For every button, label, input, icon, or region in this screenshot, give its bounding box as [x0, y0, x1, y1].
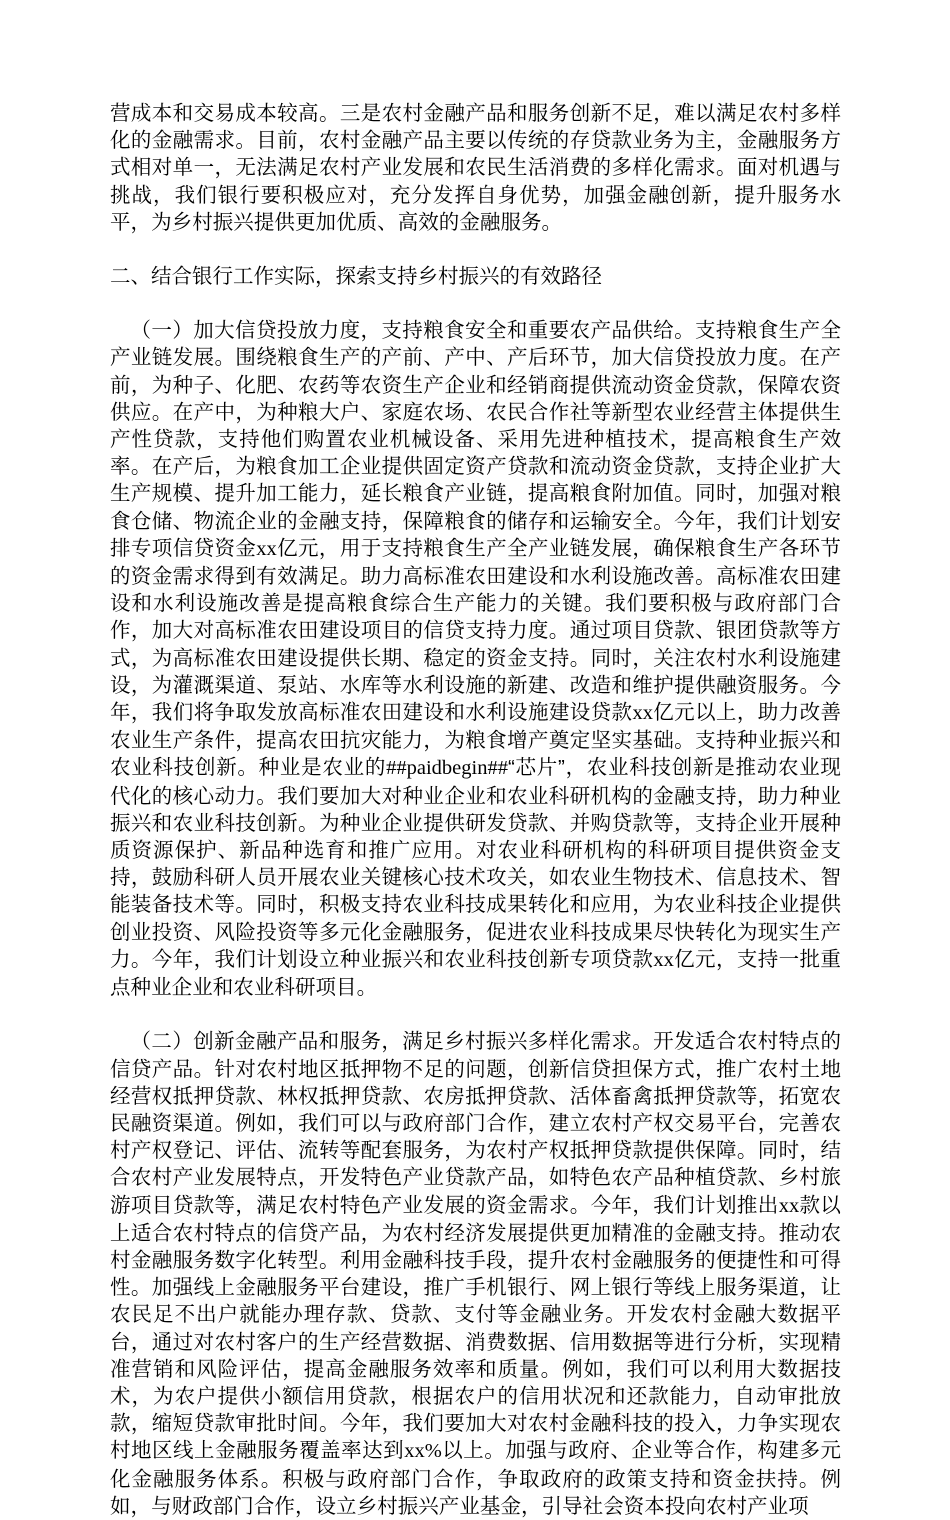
subsection-two-text-2: 款以上适合农村特点的信贷产品，为农村经济发展提供更加精准的金融支持。推动农村金融服务数字化转型。利用金融科技手段，提升农村金融服务的便捷性和可得性。加强线上金融服务平台建设，推广手机银行、网上银行等线上服务渠道，让农民足不出户就能办理存款、贷款、支付等金融业务。开发农村金融大数据平台，通过对农村客户的生产经营数据、消费数据、信用数据等进行分析，实现精准营销和风险评估，提高金融服务效率和质量。例如，我们可以利用大数据技术，为农户提供小额信用贷款，根据农户的信用状况和还款能力，自动审批放款，缩短贷款审批时间。今年，我们要加大对农村金融科技的投入，力争实现农村地区线上金融服务覆盖率达到	[110, 1193, 841, 1463]
spacer-before-subsection-two	[110, 1001, 841, 1028]
subsection-two-text-1: （二）创新金融产品和服务，满足乡村振兴多样化需求。开发适合农村特点的信贷产品。针对农村地区抵押物不足的问题，创新信贷担保方式，推广农村土地经营权抵押贷款、林权抵押贷款、农房抵押贷款、活体畜禽抵押贷款等，拓宽农民融资渠道。例如，我们可以与政府部门合作，建立农村产权交易平台，完善农村产权登记、评估、流转等配套服务，为农村产权抵押贷款提供保障。同时，结合农村产业发展特点，开发特色产业贷款产品，如特色农产品种植贷款、乡村旅游项目贷款等，满足农村特色产业发展的资金需求。今年，我们计划推出	[110, 1030, 841, 1217]
paragraph-subsection-two	[110, 1028, 841, 1520]
subsection-one-amount-2: xx	[632, 702, 653, 725]
paid-content-marker: ##paidbegin##	[386, 757, 508, 780]
subsection-two-text-3: 以上。加强与政府、企业等合作，构建多元化金融服务体系。积极与政府部门合作，争取政府的政策支持和资金扶持。例如，与财政部门合作，设立乡村振兴产业基金，引导社会资本投向农村产业项	[110, 1439, 842, 1518]
subsection-one-amount-1: xx	[256, 537, 277, 560]
subsection-one-text-5: 亿元，支持一批重点种业企业和农业科研项目。	[110, 947, 841, 1000]
subsection-one-text-3: 亿元以上，助力改善农业生产条件，提高农田抗灾能力，为粮食增产奠定坚实基础。支持种业振兴和农业科技创新。种业是农业的	[110, 701, 842, 780]
section-heading-two: 二、结合银行工作实际，探索支持乡村振兴的有效路径	[110, 265, 602, 289]
subsection-one-text-1: （一）加大信贷投放力度，支持粮食安全和重要农产品供给。支持粮食生产全产业链发展。围绕粮食生产的产前、产中、产后环节，加大信贷投放力度。在产前，为种子、化肥、农药等农资生产企业和经销商提供流动资金贷款，保障农资供应。在产中，为种粮大户、家庭农场、农民合作社等新型农业经营主体提供生产性贷款，支持他们购置农业机械设备、采用先进种植技术，提高粮食生产效率。在产后，为粮食加工企业提供固定资产贷款和流动资金贷款，支持企业扩大生产规模、提升加工能力，延长粮食产业链，提高粮食附加值。同时，加强对粮食仓储、物流企业的金融支持，保障粮食的储存和运输安全。今年，我们计划安排专项信贷资金	[110, 319, 841, 560]
paragraph-subsection-one	[110, 317, 841, 1001]
subsection-one-text-2: 亿元，用于支持粮食生产全产业链发展，确保粮食生产各环节的资金需求得到有效满足。助力高标准农田建设和水利设施改善。高标准农田建设和水利设施改善是提高粮食综合生产能力的关键。我们要积极与政府部门合作，加大对高标准农田建设项目的信贷支持力度。通过项目贷款、银团贷款等方式，为高标准农田建设提供长期、稳定的资金支持。同时，关注农村水利设施建设，为灌溉渠道、泵站、水库等水利设施的新建、改造和维护提供融资服务。今年，我们将争取发放高标准农田建设和水利设施建设贷款	[110, 536, 841, 725]
subsection-one-amount-3: xx	[653, 948, 674, 971]
subsection-two-percent: xx%	[404, 1440, 442, 1463]
document-text-column	[110, 100, 841, 1520]
subsection-one-text-4: “芯片”，农业科技创新是推动农业现代化的核心动力。我们要加大对种业企业和农业科研机构的金融支持，助力种业振兴和农业科技创新。为种业企业提供研发贷款、并购贷款等，支持企业开展种质资源保护、新品种选育和推广应用。对农业科研机构的科研项目提供资金支持，鼓励科研人员开展农业关键核心技术攻关，如农业生物技术、信息技术、智能装备技术等。同时，积极支持农业科技成果转化和应用，为农业科技企业提供创业投资、风险投资等多元化金融服务，促进农业科技成果尽快转化为现实生产力。今年，我们计划设立种业振兴和农业科技创新专项贷款	[110, 756, 841, 971]
subsection-two-count-1: xx	[778, 1194, 800, 1217]
spacer-before-heading	[110, 236, 841, 263]
paragraph-challenges-continuation: 营成本和交易成本较高。三是农村金融产品和服务创新不足，难以满足农村多样化的金融需求。目前，农村金融产品主要以传统的存贷款业务为主，金融服务方式相对单一，无法满足农村产业发展和农民生活消费的多样化需求。面对机遇与挑战，我们银行要积极应对，充分发挥自身优势，加强金融创新，提升服务水平，为乡村振兴提供更加优质、高效的金融服务。	[110, 102, 841, 234]
spacer-before-subsection-one	[110, 290, 841, 317]
